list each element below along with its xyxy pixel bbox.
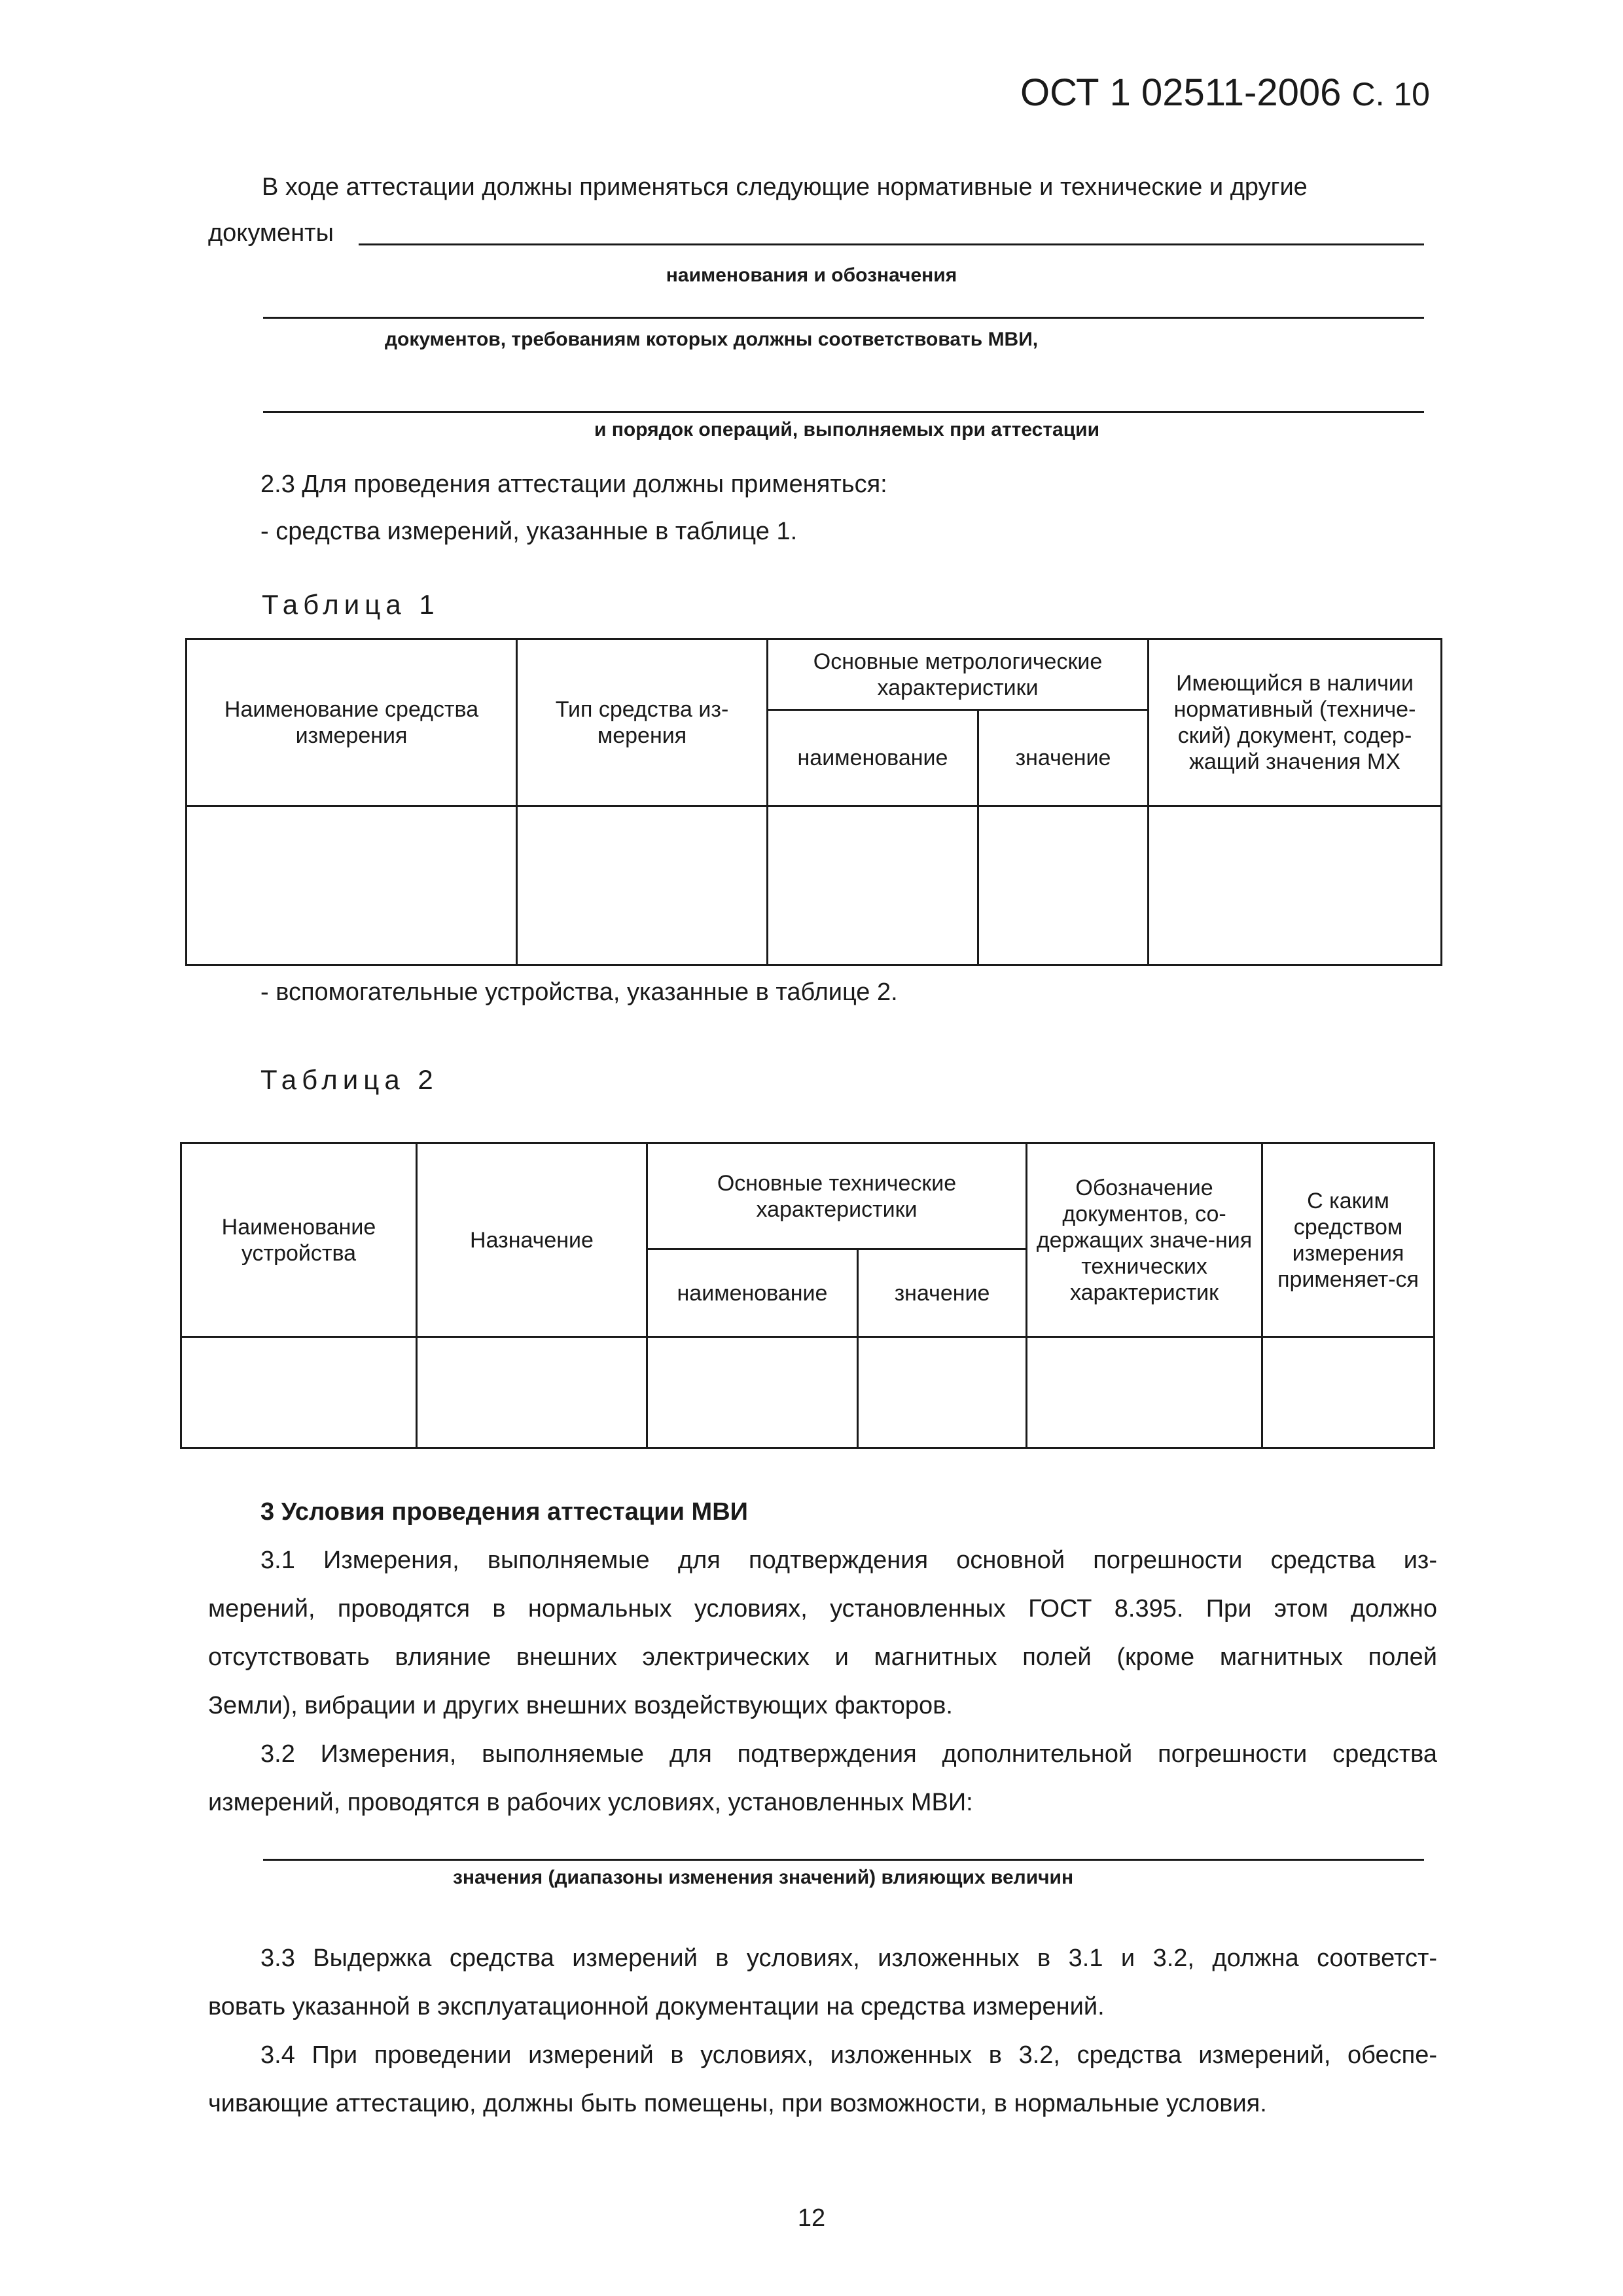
table-1-subheader-name: наименование bbox=[768, 710, 978, 806]
table-2-caption: Таблица 2 bbox=[260, 1064, 438, 1095]
fill-line-4 bbox=[263, 1859, 1424, 1861]
table-1-header-name: Наименование средства измерения bbox=[187, 639, 517, 806]
section-3-2-line-1: 3.2 Измерения, выполняемые для подтверждения дополнительной погрешности средства bbox=[260, 1740, 1437, 1768]
section-2-3-title: 2.3 Для проведения аттестации должны применяться: bbox=[260, 471, 887, 498]
table-2-header-group: Основные технические характеристики bbox=[647, 1143, 1027, 1249]
fill-line-2 bbox=[263, 317, 1424, 319]
page-number: 12 bbox=[797, 2204, 826, 2232]
section-3-1-line-1: 3.1 Измерения, выполняемые для подтверждения основной погрешности средства из- bbox=[260, 1547, 1437, 1574]
table-cell bbox=[517, 806, 768, 965]
table-cell bbox=[858, 1337, 1027, 1448]
table-cell bbox=[417, 1337, 647, 1448]
table-cell bbox=[647, 1337, 858, 1448]
section-3-1-line-2: мерений, проводятся в нормальных условиях, установленных ГОСТ 8.395. При этом должно bbox=[208, 1595, 1437, 1623]
section-3-3-line-1: 3.3 Выдержка средства измерений в условиях, изложенных в 3.1 и 3.2, должна соответст- bbox=[260, 1945, 1437, 1972]
table-cell bbox=[768, 806, 978, 965]
section-3-4-line-1: 3.4 При проведении измерений в условиях, изложенных в 3.2, средства измерений, обеспе- bbox=[260, 2041, 1437, 2069]
table-row bbox=[187, 806, 1442, 965]
section-3-3-line-2: вовать указанной в эксплуатационной документации на средства измерений. bbox=[208, 1993, 1105, 2020]
caption-names: наименования и обозначения bbox=[666, 264, 957, 286]
table-1 bbox=[185, 638, 1442, 966]
table-cell bbox=[181, 1337, 417, 1448]
intro-line-1: В ходе аттестации должны применяться следующие нормативные и технические и другие bbox=[262, 173, 1308, 201]
table-2 bbox=[180, 1142, 1435, 1449]
document-header bbox=[1020, 71, 1430, 115]
table-2-header-documents: Обозначение документов, со-держащих значе-ния технических характеристик bbox=[1027, 1143, 1262, 1337]
table-1-header-group: Основные метрологические характеристики bbox=[768, 639, 1149, 710]
section-3-1-line-3: отсутствовать влияние внешних электрических и магнитных полей (кроме магнитных полей bbox=[208, 1643, 1437, 1671]
table-cell bbox=[978, 806, 1149, 965]
fill-line-3 bbox=[263, 411, 1424, 413]
table-2-header-purpose: Назначение bbox=[417, 1143, 647, 1337]
section-3-2-line-2: измерений, проводятся в рабочих условиях, установленных МВИ: bbox=[208, 1789, 973, 1816]
table-1-subheader-value: значение bbox=[978, 710, 1149, 806]
table-cell bbox=[1027, 1337, 1262, 1448]
table-2-header-instrument: С каким средством измерения применяет-ся bbox=[1262, 1143, 1435, 1337]
section-3-1-line-4: Земли), вибрации и других внешних воздействующих факторов. bbox=[208, 1692, 953, 1719]
standard-designation: ОСТ 1 02511-2006 bbox=[1020, 71, 1342, 114]
table-1-header-document: Имеющийся в наличии нормативный (техниче-ский) документ, содер-жащий значения МХ bbox=[1149, 639, 1442, 806]
fill-line-1 bbox=[359, 243, 1424, 245]
table-2-header-name: Наименование устройства bbox=[181, 1143, 417, 1337]
table-2-subheader-value: значение bbox=[858, 1249, 1027, 1337]
section-2-3-item-2: - вспомогательные устройства, указанные в таблице 2. bbox=[260, 978, 898, 1006]
section-3-4-line-2: чивающие аттестацию, должны быть помещены, при возможности, в нормальные условия. bbox=[208, 2090, 1267, 2117]
page-reference: С. 10 bbox=[1351, 76, 1430, 113]
table-cell bbox=[187, 806, 517, 965]
intro-line-2: документы bbox=[208, 219, 334, 247]
caption-influencing-values: значения (диапазоны изменения значений) влияющих величин bbox=[453, 1867, 1074, 1888]
table-row bbox=[181, 1337, 1435, 1448]
table-cell bbox=[1262, 1337, 1435, 1448]
table-cell bbox=[1149, 806, 1442, 965]
table-1-caption: Таблица 1 bbox=[262, 589, 440, 620]
section-2-3-item-1: - средства измерений, указанные в таблице 1. bbox=[260, 518, 798, 545]
section-3-heading: 3 Условия проведения аттестации МВИ bbox=[260, 1498, 748, 1526]
caption-documents: документов, требованиям которых должны соответствовать МВИ, bbox=[385, 329, 1039, 350]
table-1-header-type: Тип средства из-мерения bbox=[517, 639, 768, 806]
table-2-subheader-name: наименование bbox=[647, 1249, 858, 1337]
caption-order: и порядок операций, выполняемых при аттестации bbox=[594, 419, 1100, 440]
